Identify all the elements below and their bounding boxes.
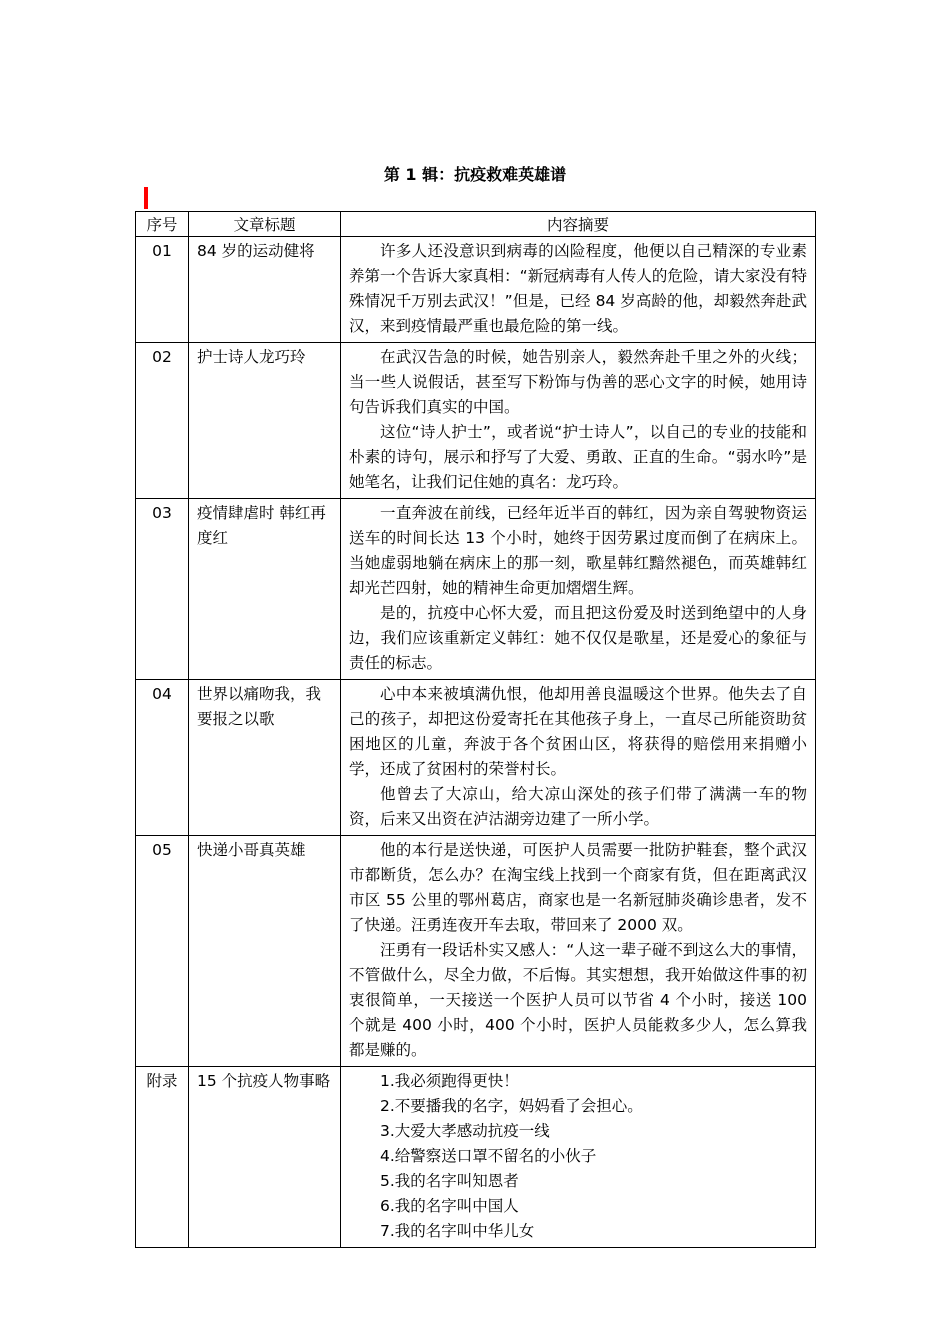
row-title: 快递小哥真英雄 (189, 836, 341, 1067)
list-item: 7.我的名字叫中华儿女 (380, 1222, 535, 1240)
row-number: 附录 (136, 1067, 189, 1248)
summary-paragraph: 在武汉告急的时候，她告别亲人，毅然奔赴千里之外的火线；当一些人说假话，甚至写下粉饰与伪善的恶心文字的时候，她用诗句告诉我们真实的中国。 (349, 348, 807, 416)
hero-table (135, 211, 816, 1248)
row-number: 05 (136, 836, 189, 1067)
table-row (136, 237, 816, 343)
appendix-list (341, 1067, 816, 1248)
row-title: 15 个抗疫人物事略 (189, 1067, 341, 1248)
row-title: 疫情肆虐时 韩红再度红 (189, 499, 341, 680)
table-row (136, 836, 816, 1067)
summary-paragraph: 他的本行是送快递，可医护人员需要一批防护鞋套，整个武汉市都断货，怎么办？在淘宝线上找到一个商家有货，但在距离武汉市区 55 公里的鄂州葛店，商家也是一名新冠肺炎确诊患者，发不了快递。汪勇连夜开车去取，带回来了 2000 双。 (349, 841, 807, 934)
row-summary (341, 836, 816, 1067)
list-item: 6.我的名字叫中国人 (380, 1197, 519, 1215)
list-item: 2.不要播我的名字，妈妈看了会担心。 (380, 1097, 643, 1115)
row-number: 02 (136, 343, 189, 499)
row-summary (341, 237, 816, 343)
summary-paragraph: 汪勇有一段话朴实又感人：“人这一辈子碰不到这么大的事情，不管做什么，尽全力做，不后悔。其实想想，我开始做这件事的初衷很简单，一天接送一个医护人员可以节省 4 个小时，接送 100 个就是 400 小时，400 个小时，医护人员能救多少人，怎么算我都是赚的。 (349, 941, 807, 1059)
red-margin-mark (144, 187, 148, 209)
list-item: 5.我的名字叫知恩者 (380, 1172, 519, 1190)
row-summary (341, 499, 816, 680)
table-row (136, 343, 816, 499)
page-title: 第 1 辑：抗疫救难英雄谱 (383, 165, 567, 184)
summary-paragraph: 是的，抗疫中心怀大爱，而且把这份爱及时送到绝望中的人身边，我们应该重新定义韩红：她不仅仅是歌星，还是爱心的象征与责任的标志。 (349, 604, 807, 672)
row-title: 84 岁的运动健将 (189, 237, 341, 343)
table-header-row (136, 212, 816, 237)
row-number: 03 (136, 499, 189, 680)
table-row (136, 499, 816, 680)
summary-paragraph: 许多人还没意识到病毒的凶险程度，他便以自己精深的专业素养第一个告诉大家真相：“新冠病毒有人传人的危险，请大家没有特殊情况千万别去武汉！”但是，已经 84 岁高龄的他，却毅然奔赴武汉，来到疫情最严重也最危险的第一线。 (349, 242, 807, 335)
list-item: 4.给警察送口罩不留名的小伙子 (380, 1147, 597, 1165)
row-summary (341, 343, 816, 499)
header-title: 文章标题 (189, 212, 341, 237)
summary-paragraph: 他曾去了大凉山，给大凉山深处的孩子们带了满满一车的物资，后来又出资在泸沽湖旁边建了一所小学。 (349, 785, 807, 828)
summary-paragraph: 这位“诗人护士”，或者说“护士诗人”，以自己的专业的技能和朴素的诗句，展示和抒写了大爱、勇敢、正直的生命。“弱水吟”是她笔名，让我们记住她的真名：龙巧玲。 (349, 423, 807, 491)
table-row (136, 680, 816, 836)
list-item: 1.我必须跑得更快！ (380, 1072, 519, 1090)
header-no: 序号 (136, 212, 189, 237)
summary-paragraph: 一直奔波在前线，已经年近半百的韩红，因为亲自驾驶物资运送车的时间长达 13 个小时，她终于因劳累过度而倒了在病床上。当她虚弱地躺在病床上的那一刻，歌星韩红黯然褪色，而英雄韩红却光芒四射，她的精神生命更加熠熠生辉。 (349, 504, 807, 597)
list-item: 3.大爱大孝感动抗疫一线 (380, 1122, 550, 1140)
row-number: 04 (136, 680, 189, 836)
header-summary: 内容摘要 (341, 212, 816, 237)
row-summary (341, 680, 816, 836)
row-number: 01 (136, 237, 189, 343)
row-title: 世界以痛吻我，我要报之以歌 (189, 680, 341, 836)
row-title: 护士诗人龙巧玲 (189, 343, 341, 499)
summary-paragraph: 心中本来被填满仇恨，他却用善良温暖这个世界。他失去了自己的孩子，却把这份爱寄托在其他孩子身上，一直尽己所能资助贫困地区的儿童，奔波于各个贫困山区，将获得的赔偿用来捐赠小学，还成了贫困村的荣誉村长。 (349, 685, 807, 778)
table-row-appendix (136, 1067, 816, 1248)
